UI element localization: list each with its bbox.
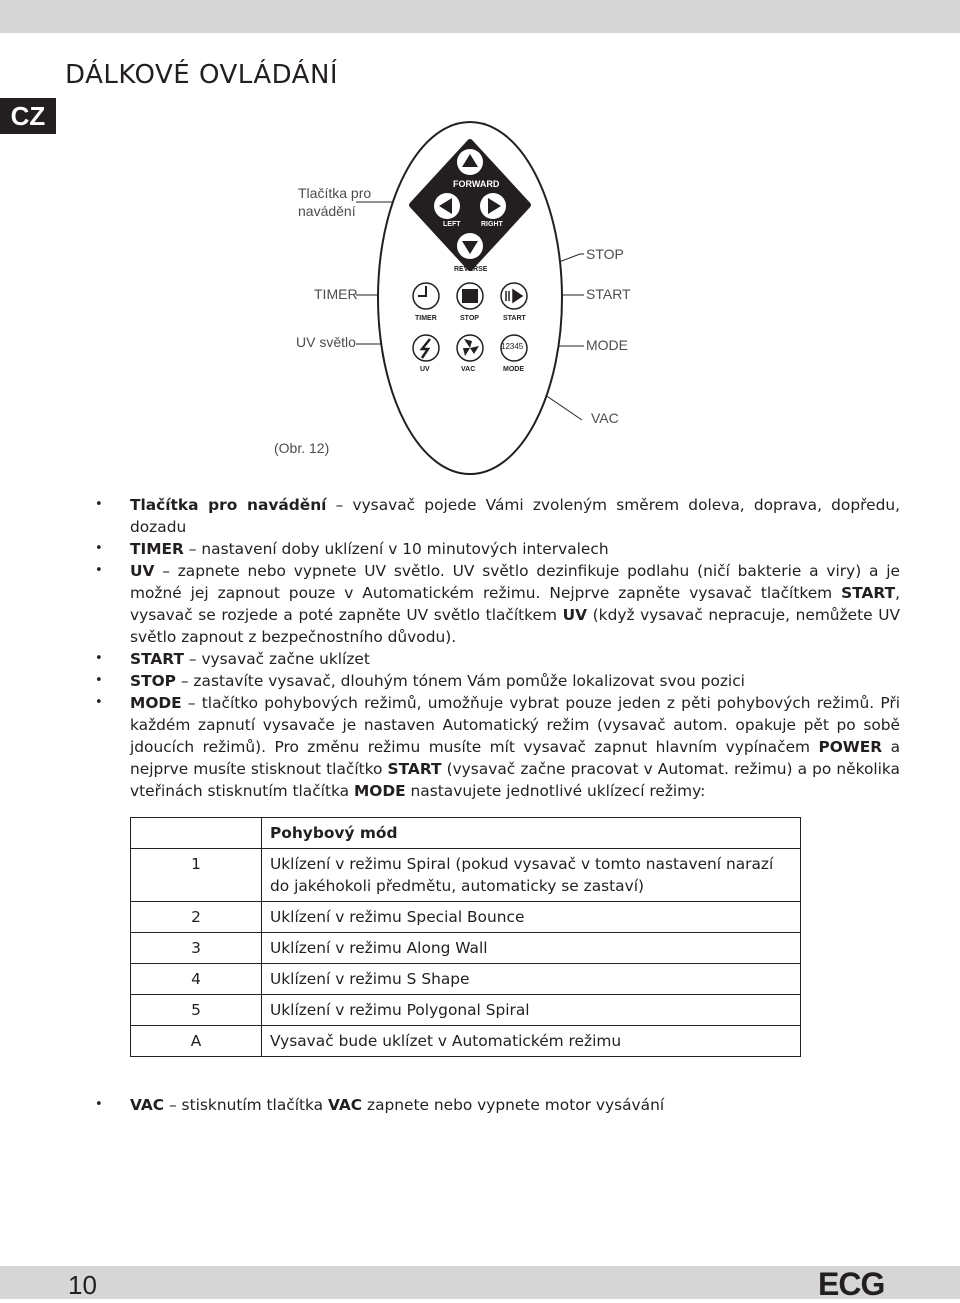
bottom-bar	[0, 1266, 960, 1299]
table-header: Pohybový mód	[262, 818, 801, 849]
left-label: LEFT	[443, 221, 461, 228]
table-row	[131, 933, 801, 964]
list-item: • UV – zapnete nebo vypnete UV světlo. UV světlo dezinfikuje podlahu (ničí bakterie a viry) a je možné jej zapnout pouze v Automatickém režimu. Nejprve zapněte vysavač tlačítkem START, vysavač se rozjede a poté zapněte UV světlo tlačítkem UV (když vysavač nepracuje, nemůžete UV světlo zapnout z bezpečnostního důvodu).	[95, 560, 900, 648]
callout-vac: VAC	[591, 410, 619, 426]
uv-label: UV	[420, 366, 430, 373]
list-item: • START – vysavač začne uklízet	[95, 648, 900, 670]
list-item: • MODE – tlačítko pohybových režimů, umožňuje vybrat pouze jeden z pěti pohybových režimů. Při každém zapnutí vysavače je nastaven Automatický režim (vysavač autom. opakuje pět po sobě jdoucích režimů). Pro změnu režimu musíte mít vysavač zapnut hlavním vypínačem POWER a nejprve musíte stisknout tlačítko START (vysavač začne pracovat v Automat. režimu) a po několika vteřinách stisknutím tlačítka MODE nastavujete jednotlivé uklízecí režimy:	[95, 692, 900, 802]
table-row	[131, 964, 801, 995]
remote-diagram	[260, 120, 660, 480]
list-item: • TIMER – nastavení doby uklízení v 10 minutových intervalech	[95, 538, 900, 560]
vac-label: VAC	[461, 366, 476, 373]
right-label: RIGHT	[481, 221, 503, 228]
table-cell-num: 4	[131, 964, 262, 995]
table-cell-num: 1	[131, 849, 262, 902]
table-cell-text: Uklízení v režimu Spiral (pokud vysavač v tomto nastavení narazí do jakéhokoli předmětu, automaticky se zastaví)	[262, 849, 801, 902]
table-row	[131, 1026, 801, 1057]
table-header-row	[131, 818, 801, 849]
callout-nav: Tlačítka pro navádění	[298, 185, 372, 219]
table-cell-text: Uklízení v režimu Along Wall	[262, 933, 801, 964]
vac-note	[95, 1094, 900, 1116]
bullet-list	[95, 494, 900, 802]
callout-timer: TIMER	[314, 286, 358, 302]
brand-logo: ECG	[818, 1266, 885, 1302]
forward-label: FORWARD	[453, 179, 500, 189]
callout-stop: STOP	[586, 246, 624, 262]
instructions	[95, 494, 900, 802]
modes-table	[130, 817, 801, 1057]
stop-label: STOP	[460, 315, 479, 322]
table-cell-text: Uklízení v režimu Special Bounce	[262, 902, 801, 933]
table-header-blank	[131, 818, 262, 849]
table-cell-text: Vysavač bude uklízet v Automatickém režimu	[262, 1026, 801, 1057]
page-title: DÁLKOVÉ OVLÁDÁNÍ	[65, 60, 339, 90]
reverse-label: REVERSE	[454, 266, 488, 273]
start-label: START	[503, 315, 526, 322]
list-item: • STOP – zastavíte vysavač, dlouhým tónem Vám pomůže lokalizovat svou pozici	[95, 670, 900, 692]
table-row	[131, 849, 801, 902]
mode-label: MODE	[503, 366, 524, 373]
table-cell-num: 2	[131, 902, 262, 933]
table-cell-num: 5	[131, 995, 262, 1026]
list-item: • VAC – stisknutím tlačítka VAC zapnete nebo vypnete motor vysávání	[95, 1094, 900, 1116]
table-cell-text: Uklízení v režimu Polygonal Spiral	[262, 995, 801, 1026]
callout-start: START	[586, 286, 631, 302]
callout-mode: MODE	[586, 337, 628, 353]
top-bar	[0, 0, 960, 33]
list-item: • Tlačítka pro navádění – vysavač pojede Vámi zvoleným směrem doleva, doprava, dopředu, dozadu	[95, 494, 900, 538]
table-row	[131, 902, 801, 933]
language-badge: CZ	[0, 98, 56, 134]
timer-label: TIMER	[415, 315, 437, 322]
table-cell-num: A	[131, 1026, 262, 1057]
table-row	[131, 995, 801, 1026]
table-cell-text: Uklízení v režimu S Shape	[262, 964, 801, 995]
mode-digits: 12345	[501, 342, 524, 351]
table-cell-num: 3	[131, 933, 262, 964]
callout-figure: (Obr. 12)	[274, 440, 330, 456]
callout-uv: UV světlo	[296, 334, 356, 350]
stop-icon	[462, 289, 478, 303]
page-number: 10	[68, 1270, 97, 1300]
